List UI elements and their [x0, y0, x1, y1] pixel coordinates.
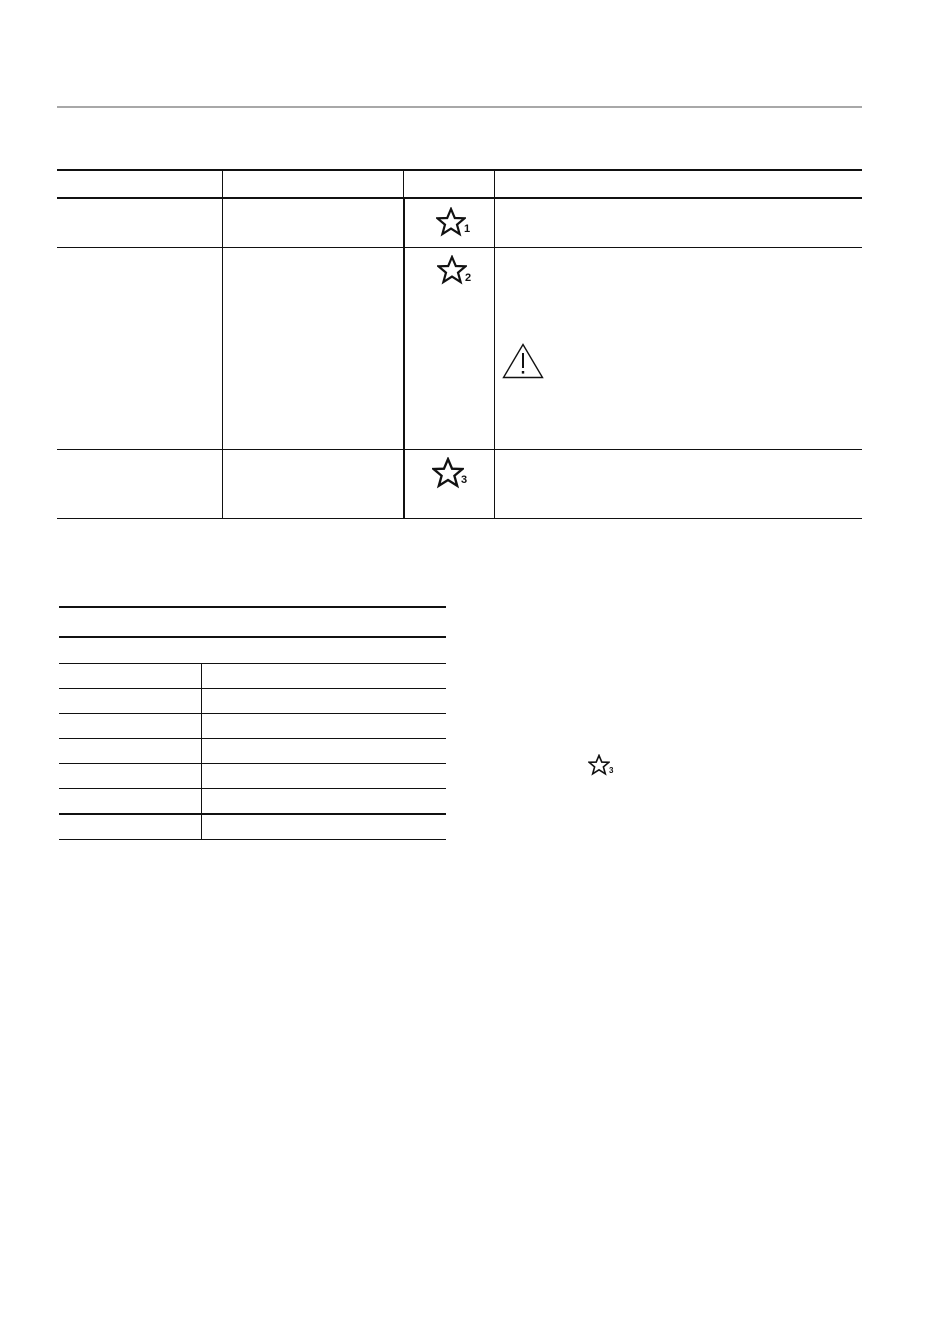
- column-divider: [494, 248, 495, 449]
- column-divider: [494, 171, 495, 197]
- sub-table-subheading: [59, 637, 446, 664]
- star-rating-number: 2: [465, 272, 472, 284]
- column-divider: [494, 450, 495, 518]
- column-divider: [201, 764, 202, 788]
- table-row: [59, 789, 446, 815]
- column-divider: [403, 171, 404, 197]
- table-header: [57, 169, 862, 199]
- table-row: [57, 248, 862, 450]
- column-divider: [222, 450, 223, 518]
- table-row: [59, 815, 446, 840]
- column-divider: [222, 248, 223, 449]
- table-row: [59, 664, 446, 689]
- column-divider: [222, 171, 223, 197]
- column-divider: [201, 789, 202, 813]
- table-row: [57, 450, 862, 519]
- column-divider: [201, 664, 202, 688]
- column-divider: [201, 815, 202, 839]
- column-divider: [201, 689, 202, 713]
- freezer-rating-table: [57, 169, 862, 519]
- star-outline-icon: [588, 754, 610, 781]
- column-divider: [403, 450, 405, 518]
- specification-table: [59, 606, 446, 840]
- column-divider: [222, 199, 223, 247]
- table-row: [59, 739, 446, 764]
- star-outline-icon: [436, 207, 466, 237]
- table-row: [59, 764, 446, 789]
- star-rating-number: 3: [461, 474, 468, 486]
- column-divider: [201, 714, 202, 738]
- sub-table-heading: [59, 606, 446, 637]
- table-row: [57, 199, 862, 248]
- warning-triangle-icon: [502, 343, 544, 384]
- star-outline-icon: [432, 457, 464, 489]
- star-rating-number: 1: [464, 223, 471, 235]
- column-divider: [494, 199, 495, 247]
- table-row: [59, 689, 446, 714]
- header-rule: [57, 106, 862, 108]
- star-rating-number: 3: [609, 766, 614, 775]
- column-divider: [403, 248, 405, 449]
- column-divider: [201, 739, 202, 763]
- star-outline-icon: [437, 255, 467, 285]
- table-row: [59, 714, 446, 739]
- column-divider: [403, 199, 405, 247]
